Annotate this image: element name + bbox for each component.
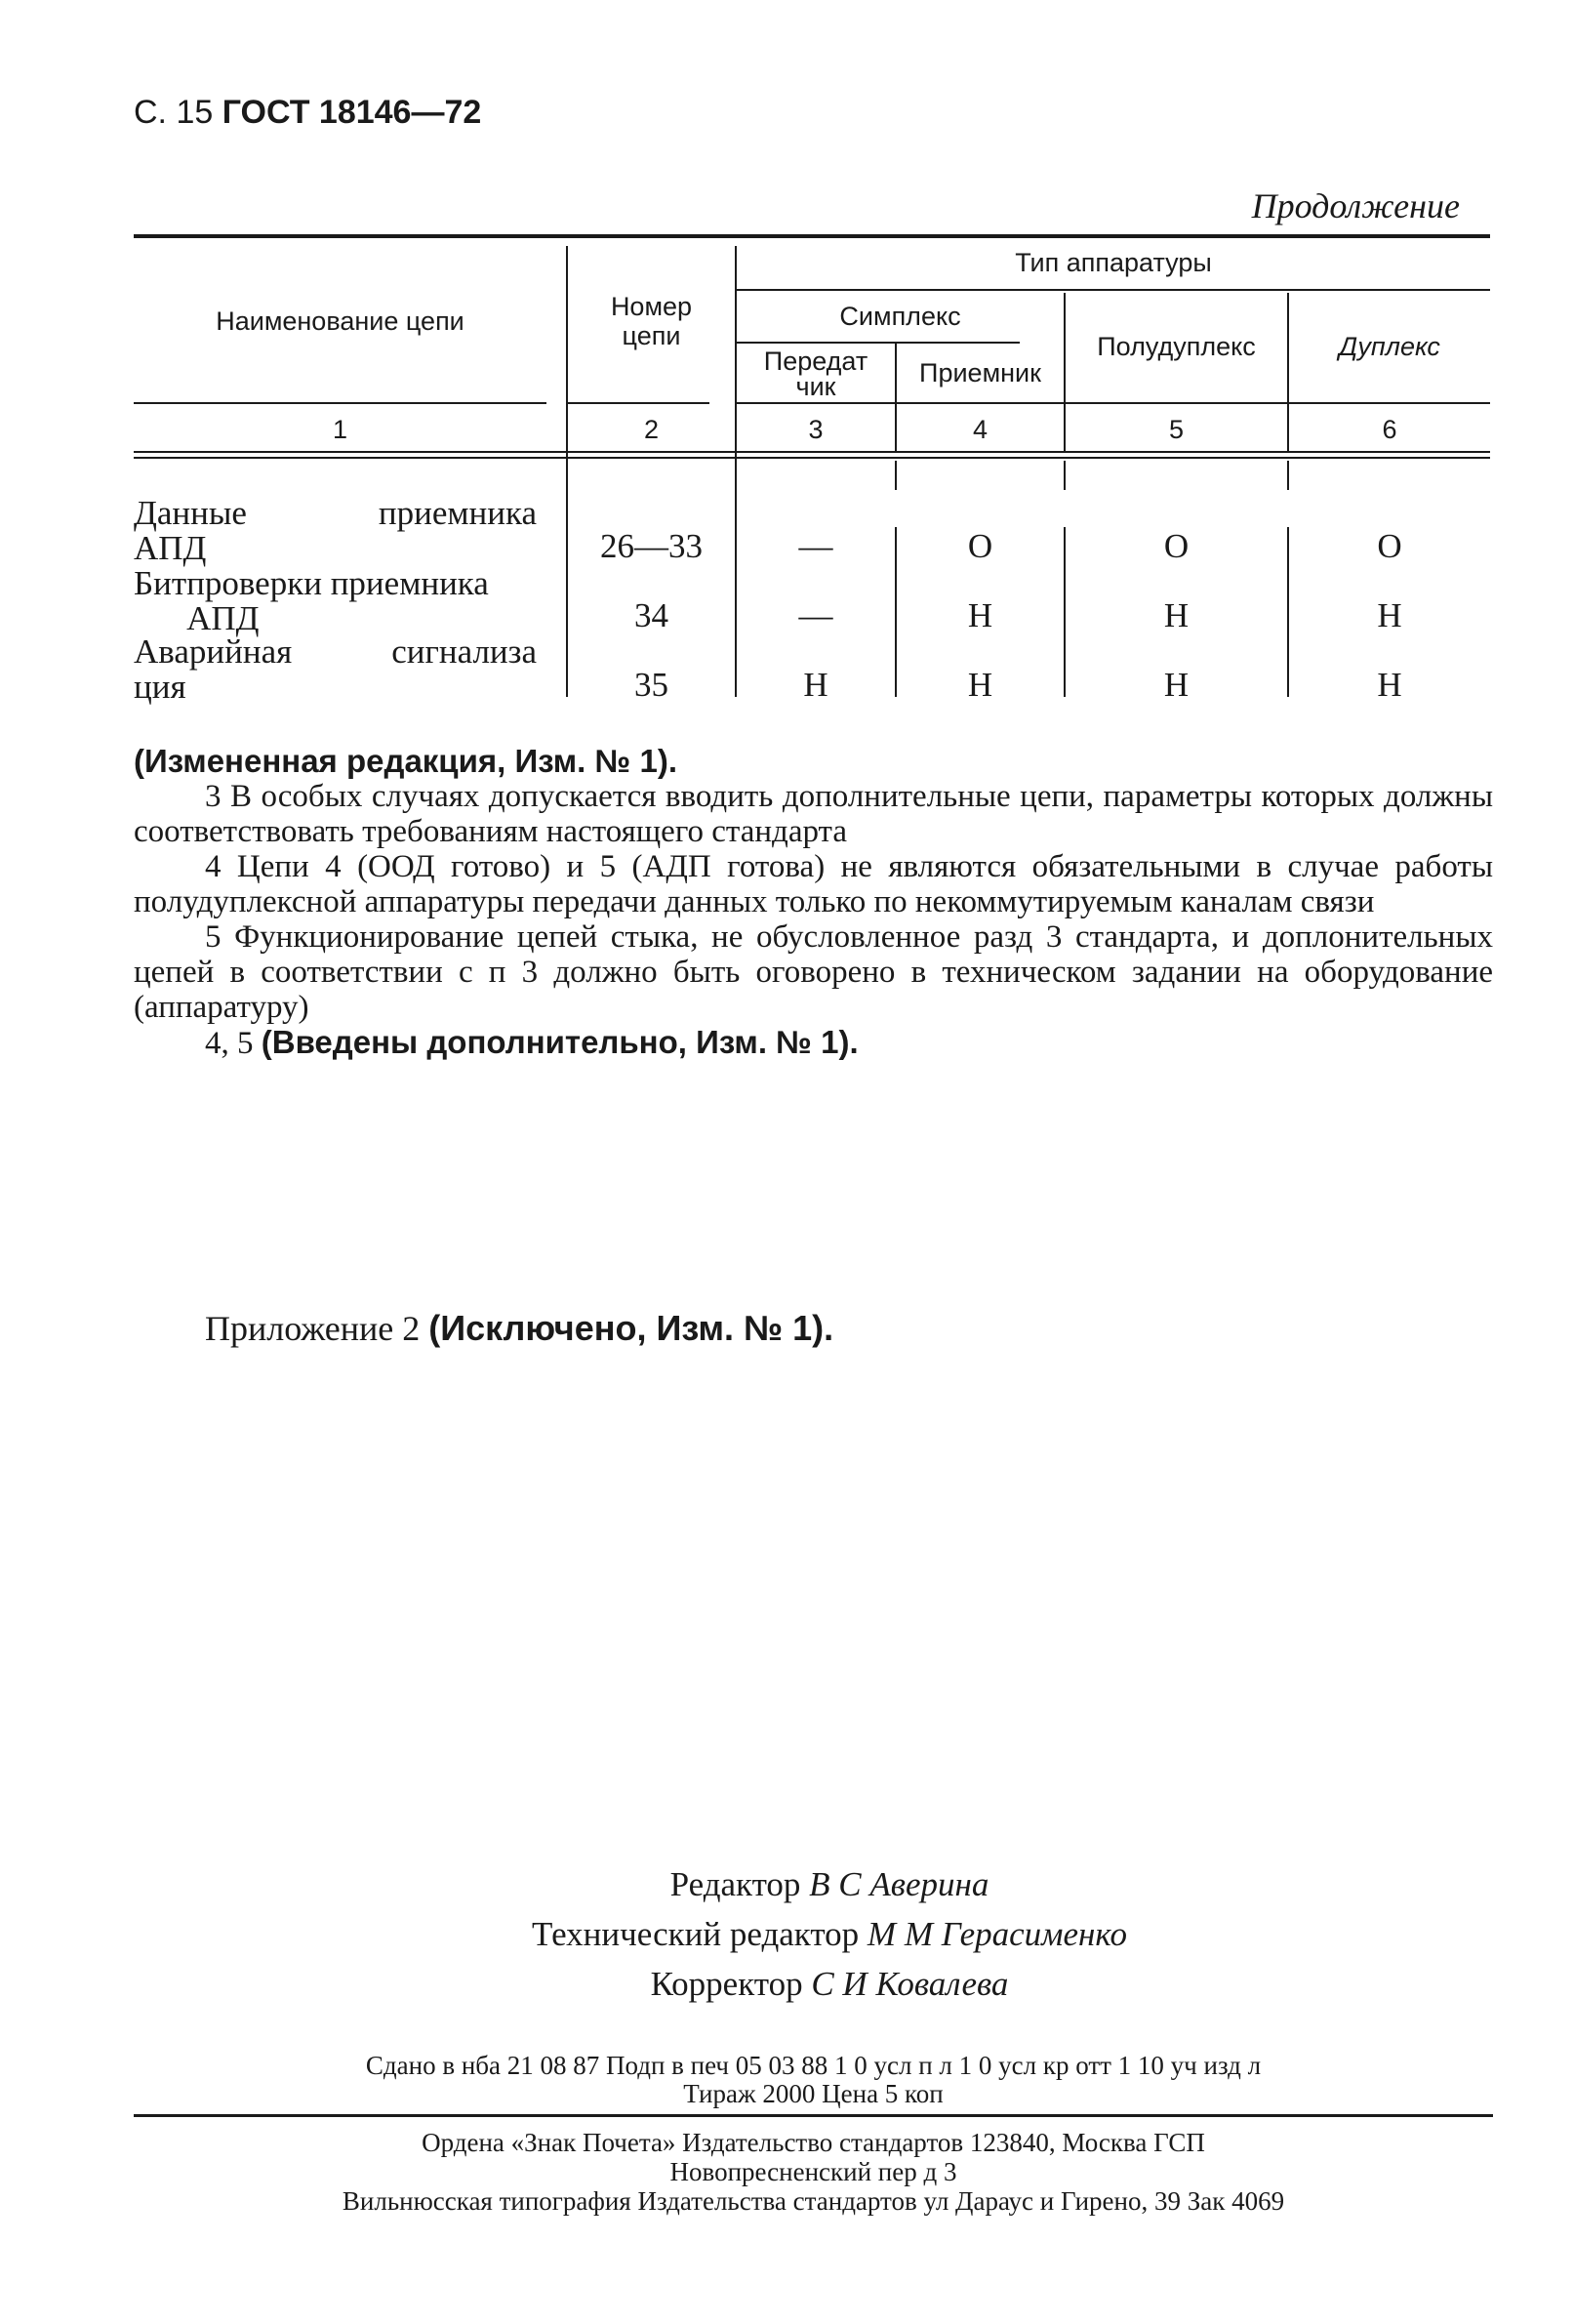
row3-name-a: Аварийная	[134, 632, 293, 671]
row3-receiver: Н	[967, 666, 993, 704]
row3-duplex: Н	[1377, 666, 1402, 704]
rule-under-type	[735, 289, 1490, 291]
tech-role: Технический редактор	[532, 1915, 860, 1953]
paragraph-45	[134, 1025, 1493, 1061]
imprint-line-3: Ордена «Знак Почета» Издательство стандартов 123840, Москва ГСП	[422, 2128, 1205, 2157]
row1-receiver: О	[967, 527, 993, 565]
circuit-table	[134, 234, 1490, 727]
header-simplex: Симплекс	[839, 302, 961, 332]
row2-duplex: Н	[1377, 596, 1402, 634]
row2-name-b: проверки приемника АПД	[186, 564, 489, 637]
row1-name-b: приемника	[378, 494, 537, 532]
paragraph-5: 5 Функционирование цепей стыка, не обусловленное разд 3 стандарта, и доплонительных цепей в соответствии с п 3 должно быть оговорено в техническом задании на оборудование (аппаратуру)	[134, 919, 1493, 1025]
rule-numbers-double	[134, 457, 1490, 459]
colnum-5: 5	[1168, 414, 1185, 444]
page-header	[134, 94, 481, 132]
row2-number: 34	[634, 596, 668, 634]
row3-name-b: сигнализа	[391, 632, 537, 671]
table-row-name	[134, 496, 537, 566]
paragraph-4: 4 Цепи 4 (ООД готово) и 5 (АДП готова) не являются обязательными в случае работы полудуплексной аппаратуры передачи данных только по некоммутируемым каналам связи	[134, 849, 1493, 919]
continuation-label: Продолжение	[1251, 186, 1460, 225]
header-halfduplex: Полудуплекс	[1097, 332, 1256, 362]
rule-header-bottom-b	[566, 402, 709, 404]
row3-number: 35	[634, 666, 668, 704]
imprint-line-5: Вильнюсская типография Издательства стандартов ул Дараус и Гирено, 39 Зак 4069	[342, 2186, 1285, 2216]
corrector-name: С И Ковалева	[811, 1965, 1009, 2003]
row2-name-a: Бит	[134, 564, 187, 602]
colnum-4: 4	[972, 414, 989, 444]
row1-name-a: Данные	[134, 494, 247, 532]
imprint-line-2: Тираж 2000 Цена 5 коп	[683, 2079, 944, 2108]
appendix-title: Приложение 2	[205, 1309, 421, 1348]
colnum-6: 6	[1382, 414, 1397, 444]
header-name: Наименование цепи	[216, 306, 464, 337]
header-transmitter-l2: чик	[795, 372, 836, 401]
revision-note: (Измененная редакция, Изм. № 1).	[134, 743, 677, 779]
imprint-line-1: Сдано в нба 21 08 87 Подп в печ 05 03 88 1 0 усл п л 1 0 усл кр отт 1 10 уч изд л	[365, 2051, 1262, 2080]
vline-receiver-num	[895, 461, 897, 490]
row3-name-l2: ция	[134, 668, 186, 706]
row3-halfduplex: Н	[1163, 666, 1190, 704]
table-row-name	[134, 634, 537, 705]
credit-editor	[390, 1859, 1269, 1909]
appendix-line	[205, 1308, 833, 1349]
row2-halfduplex: Н	[1163, 596, 1190, 634]
vline-halfduplex-num	[1064, 461, 1066, 490]
tech-name: М М Герасименко	[867, 1915, 1127, 1953]
rule-numbers-top	[134, 451, 1490, 453]
gost-number: ГОСТ 18146—72	[222, 94, 482, 131]
editor-name: В С Аверина	[809, 1865, 989, 1903]
colnum-3: 3	[808, 414, 824, 444]
credits	[390, 1859, 1269, 2009]
row2-transmitter: —	[798, 596, 833, 634]
imprint-bottom	[134, 2128, 1493, 2216]
vline-duplex-num	[1287, 461, 1289, 490]
paragraph-3: 3 В особых случаях допускается вводить дополнительные цепи, параметры которых должны соответствовать требованиям настоящего стандарта	[134, 779, 1493, 849]
header-number-l2: цепи	[622, 321, 681, 350]
paragraph-45-prefix: 4, 5	[205, 1026, 254, 1061]
appendix-note: (Исключено, Изм. № 1).	[428, 1308, 834, 1348]
header-transmitter-l1: Передат	[763, 347, 868, 376]
row1-name-l2: АПД	[134, 529, 207, 567]
table-row-name	[134, 566, 537, 636]
header-type: Тип аппаратуры	[1015, 248, 1212, 278]
corrector-role: Корректор	[650, 1965, 803, 2003]
row1-transmitter: —	[798, 527, 833, 565]
header-duplex: Дуплекс	[1339, 332, 1440, 362]
credit-tech-editor	[390, 1909, 1269, 1959]
body-text	[134, 744, 1493, 1061]
credit-corrector	[390, 1959, 1269, 2009]
row1-halfduplex: О	[1163, 527, 1190, 565]
paragraph-45-note: (Введены дополнительно, Изм. № 1).	[261, 1024, 859, 1060]
row1-number: 26—33	[600, 527, 703, 565]
header-transmitter	[737, 346, 895, 402]
editor-role: Редактор	[669, 1865, 801, 1903]
rule-header-bottom-c	[735, 402, 1490, 404]
page-number: С. 15	[134, 94, 214, 131]
imprint-rule	[134, 2114, 1493, 2117]
row1-duplex: О	[1377, 527, 1402, 565]
header-number	[568, 273, 735, 371]
row2-receiver: Н	[967, 596, 993, 634]
row3-transmitter: Н	[803, 666, 828, 704]
colnum-2: 2	[643, 414, 660, 444]
imprint-line-4: Новопресненский пер д 3	[669, 2157, 957, 2186]
rule-header-bottom-a	[134, 402, 546, 404]
colnum-1: 1	[332, 414, 348, 444]
header-number-l1: Номер	[610, 292, 693, 322]
header-receiver: Приемник	[919, 358, 1041, 388]
imprint-top	[134, 2052, 1493, 2108]
rule-under-simplex	[735, 342, 1020, 344]
table-top-rule	[134, 234, 1490, 238]
